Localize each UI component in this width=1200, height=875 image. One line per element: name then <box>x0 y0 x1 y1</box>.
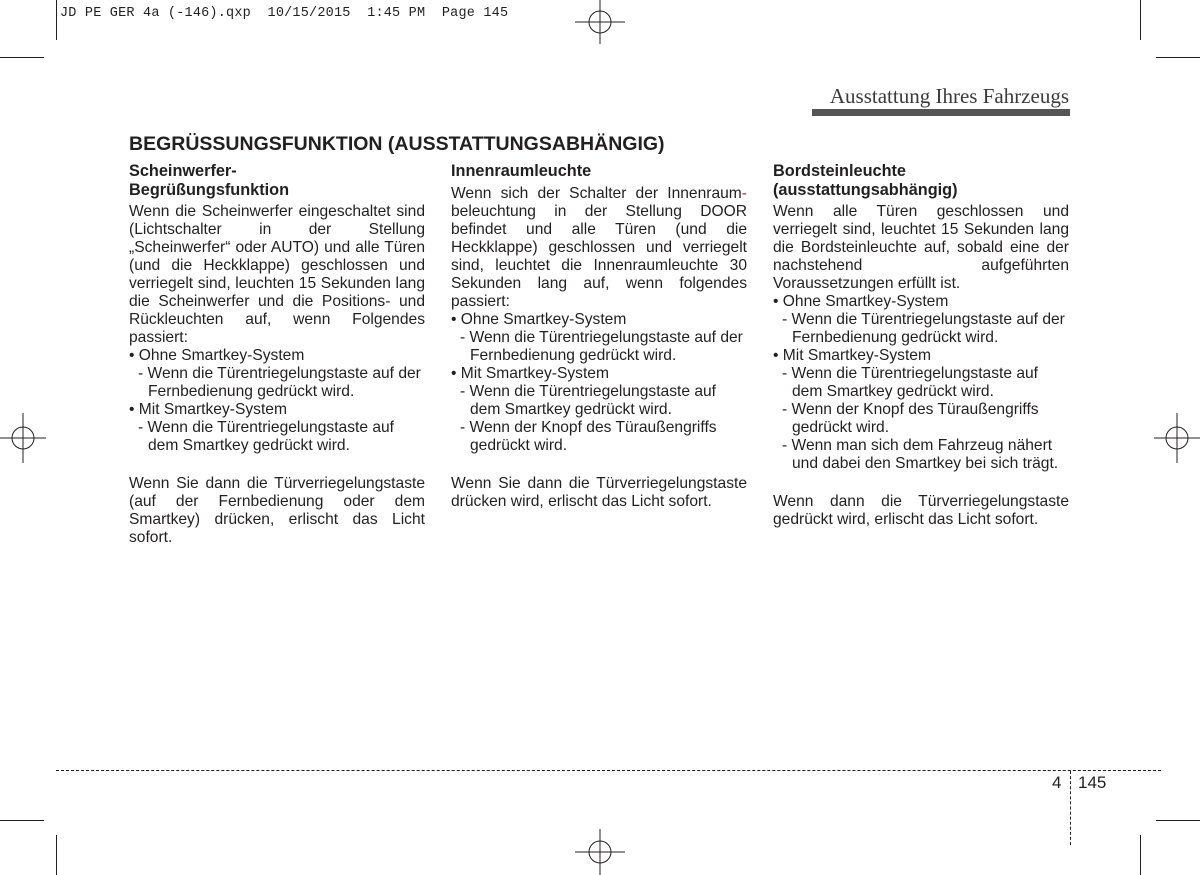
list-item: • Ohne Smartkey-System <box>129 347 305 364</box>
curb-list <box>773 293 1069 473</box>
list-item: • Mit Smartkey-System <box>451 364 609 382</box>
registration-mark-right <box>1154 413 1200 463</box>
column-headlight-welcome <box>129 162 425 547</box>
crop-mark-bottom-right-vertical <box>1140 835 1141 875</box>
list-item: - Wenn die Türentriegelungstaste auf dem Smartkey gedrückt wird. <box>460 382 717 418</box>
header-rule <box>812 109 1070 116</box>
crop-mark-top-right-horizontal <box>1156 57 1200 58</box>
interior-list <box>451 311 747 455</box>
crop-mark-top-left-vertical <box>56 0 57 40</box>
list-item: - Wenn die Türentriegelungstaste auf der Fernbedienung gedrückt wird. <box>138 365 421 400</box>
curb-outro: Wenn dann die Türverriegelungstaste gedrückt wird, erlischt das Licht sofort. <box>773 493 1069 528</box>
interior-intro <box>451 185 747 311</box>
headlight-intro: Wenn die Scheinwerfer eingeschaltet sind (Lichtschalter in der Stellung „Scheinwerfer“ oder AUTO) und alle Türen (und die Heckklappe) geschlossen und verriegelt sind, leuchten 15 Sekunden lang die Scheinwerfer und die Positions- und Rückleuchten auf, wenn Folgendes passiert: <box>129 203 425 346</box>
list-item: - Wenn der Knopf des Türaußengriffs gedrückt wird. <box>460 418 717 454</box>
interior-intro-hyphen: - <box>741 184 747 202</box>
headlight-outro: Wenn Sie dann die Türverriegelungstaste (auf der Fernbedienung oder dem Smartkey) drücken, erlischt das Licht sofort. <box>129 475 425 546</box>
list-item: - Wenn die Türentriegelungstaste auf dem Smartkey gedrückt wird. <box>138 419 395 454</box>
headlight-heading-text: Scheinwerfer- Begrüßungsfunktion <box>129 162 290 199</box>
crop-mark-top-right-vertical <box>1140 0 1141 40</box>
list-item: • Mit Smartkey-System <box>129 401 287 418</box>
interior-intro-part-b: beleuchtung in der Stellung DOOR befindet und alle Türen (und die Heckklappe) geschlossen und verriegelt sind, leuchtet die Innenraumleuchte 30 Sekunden lang auf, wenn folgendes passiert: <box>451 202 747 310</box>
headlight-heading <box>129 162 425 199</box>
registration-mark-top <box>575 0 625 44</box>
registration-mark-left <box>0 413 46 463</box>
crop-mark-bottom-left-horizontal <box>0 820 44 821</box>
interior-intro-part-a: Wenn sich der Schalter der Innenraum <box>451 184 742 202</box>
crop-mark-bottom-left-vertical <box>56 835 57 875</box>
page-number: 145 <box>1078 773 1107 792</box>
list-item: - Wenn die Türentriegelungstaste auf der Fernbedienung gedrückt wird. <box>782 311 1065 346</box>
headlight-list <box>129 347 425 455</box>
column-interior-light <box>451 162 747 511</box>
crop-mark-bottom-right-horizontal <box>1156 820 1200 821</box>
list-item: - Wenn der Knopf des Türaußengriffs gedrückt wird. <box>782 401 1039 436</box>
section-title: BEGRÜSSUNGSFUNKTION (AUSSTATTUNGSABHÄNGIG) <box>129 133 665 155</box>
column-curb-light <box>773 162 1069 529</box>
curb-heading-text: Bordsteinleuchte (ausstattungsabhängig) <box>773 162 958 199</box>
print-slug: JD PE GER 4a (-146).qxp 10/15/2015 1:45 PM Page 145 <box>60 6 509 21</box>
list-item: • Ohne Smartkey-System <box>773 293 949 310</box>
curb-intro: Wenn alle Türen geschlossen und verriegelt sind, leuchtet 15 Sekunden lang die Bordsteinleuchte auf, sobald eine der nachstehend aufgeführten Voraussetzungen erfüllt ist. <box>773 203 1069 292</box>
footer-rule <box>56 770 1161 771</box>
list-item: - Wenn die Türentriegelungstaste auf dem Smartkey gedrückt wird. <box>782 365 1039 400</box>
list-item: • Mit Smartkey-System <box>773 347 931 364</box>
interior-outro: Wenn Sie dann die Türverriegelungstaste drücken wird, erlischt das Licht sofort. <box>451 474 747 510</box>
interior-heading: Innenraumleuchte <box>451 162 592 180</box>
crop-mark-top-left-horizontal <box>0 57 44 58</box>
footer-divider <box>1070 771 1071 845</box>
page-chapter-number: 4 <box>1052 773 1062 792</box>
list-item: • Ohne Smartkey-System <box>451 310 627 328</box>
list-item: - Wenn man sich dem Fahrzeug nähert und dabei den Smartkey bei sich trägt. <box>782 437 1059 472</box>
curb-heading <box>773 162 1069 199</box>
list-item: - Wenn die Türentriegelungstaste auf der Fernbedienung gedrückt wird. <box>460 328 743 364</box>
chapter-title: Ausstattung Ihres Fahrzeugs <box>829 84 1069 108</box>
registration-mark-bottom <box>575 829 625 875</box>
